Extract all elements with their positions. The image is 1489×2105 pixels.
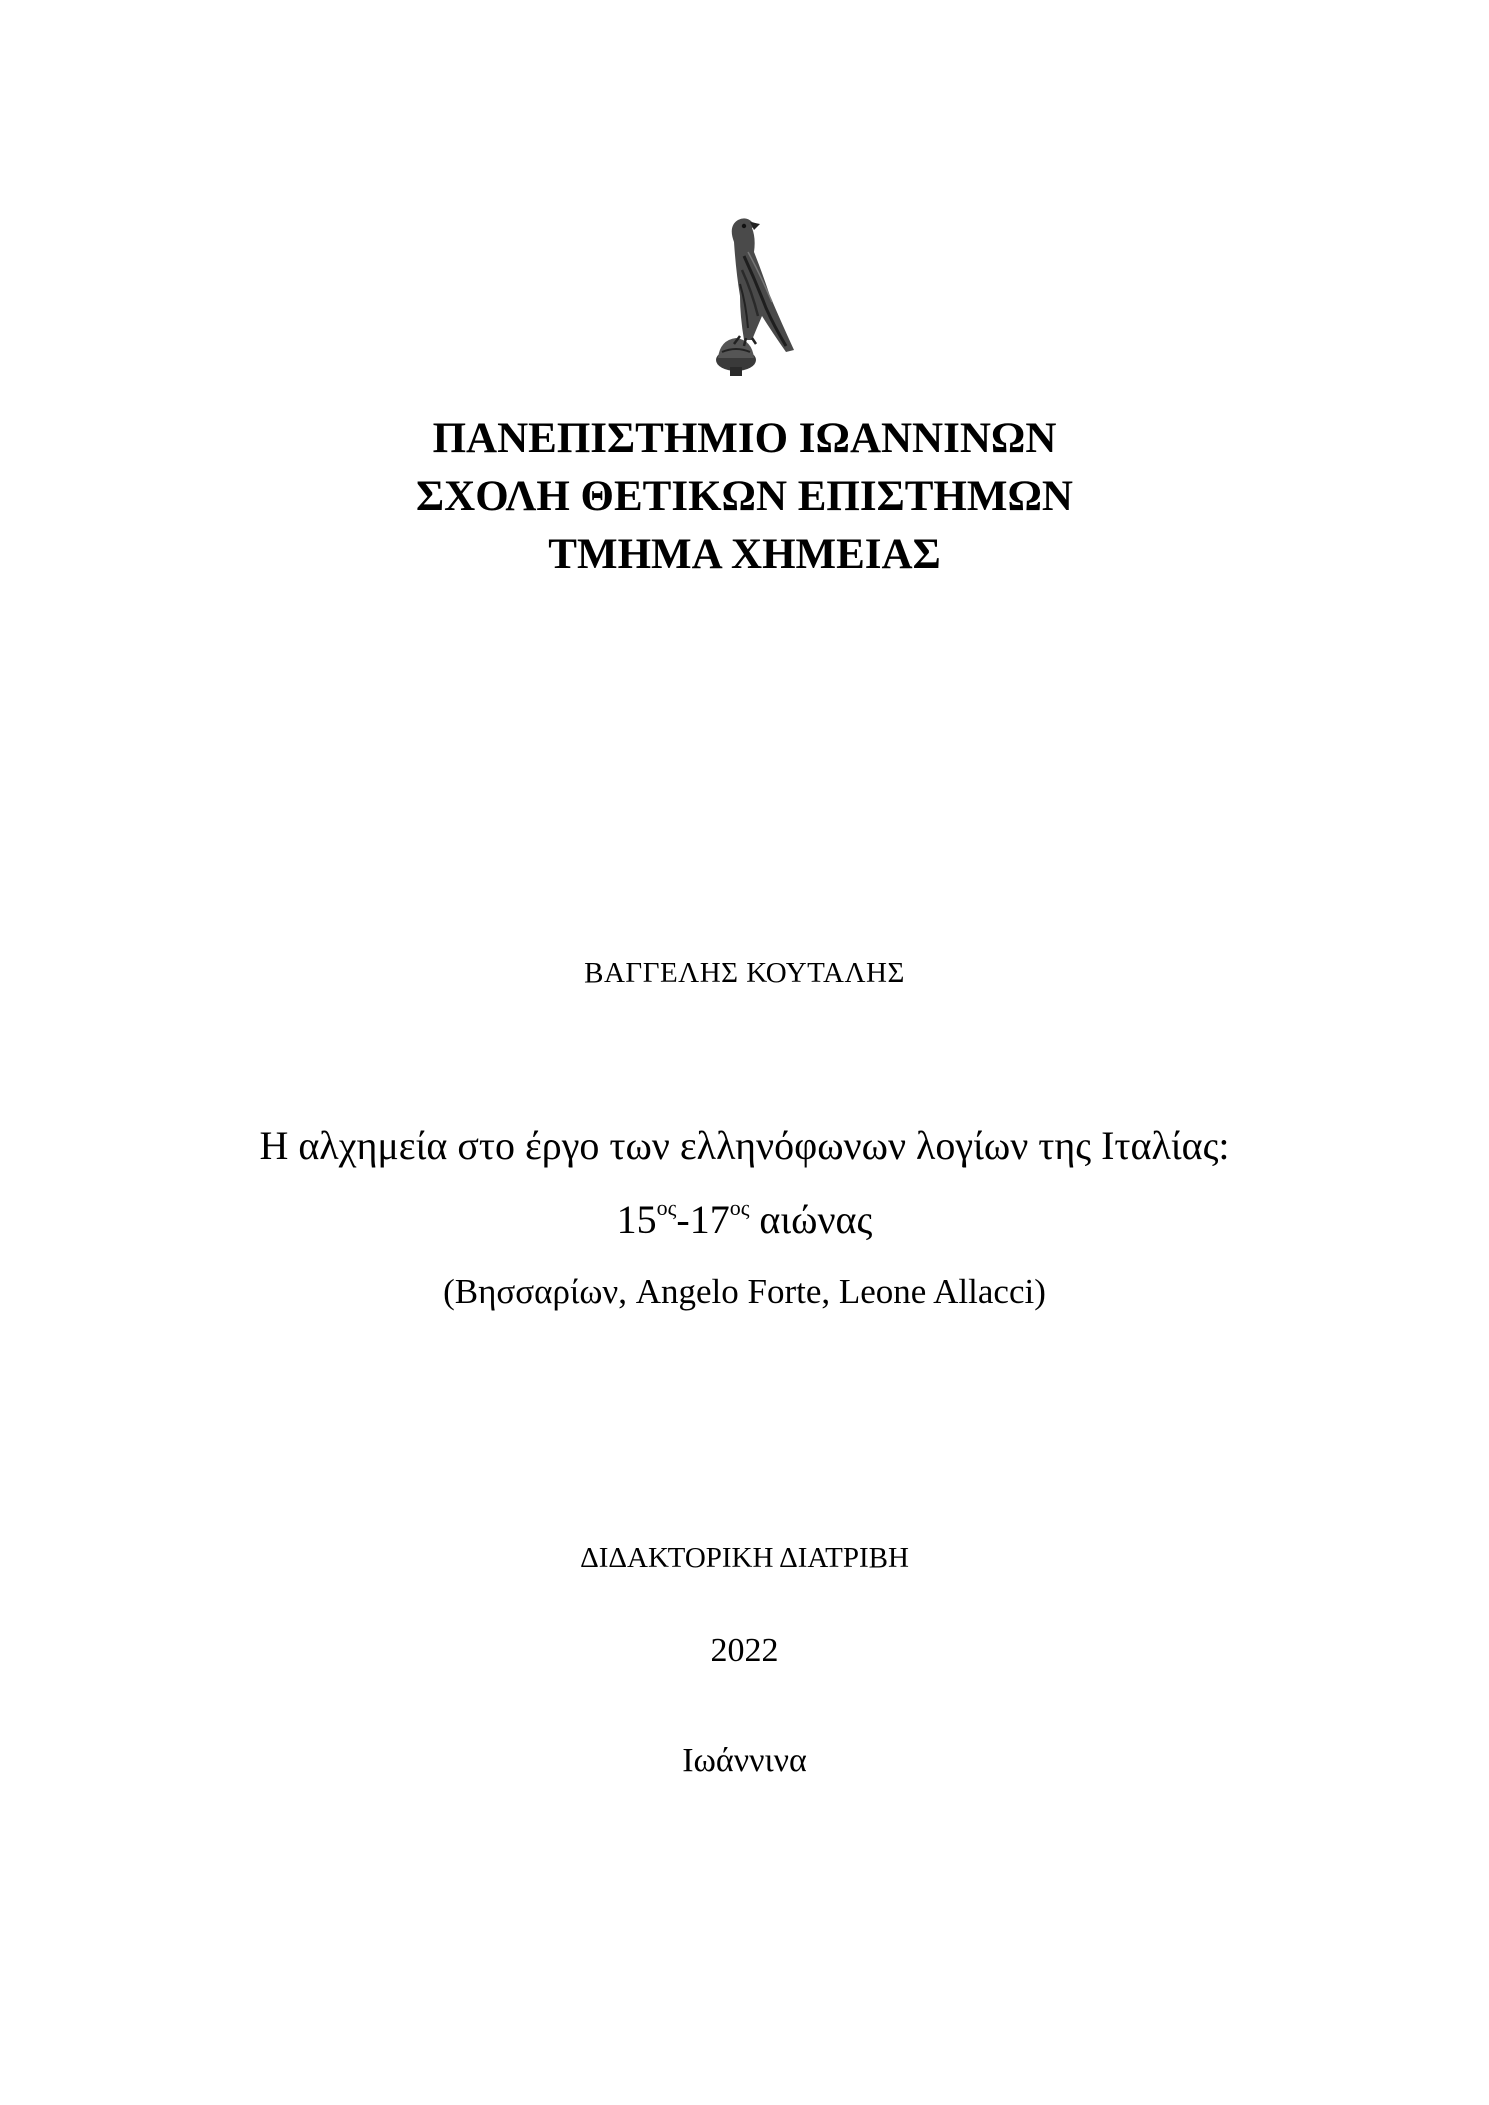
year: 2022	[710, 1632, 779, 1669]
eagle-on-helmet-emblem-icon	[700, 212, 820, 378]
university-name: ΠΑΝΕΠΙΣΤΗΜΙΟ ΙΩΑΝΝΙΝΩΝ	[432, 415, 1057, 462]
institution-heading	[0, 410, 1489, 584]
century-end: 17	[689, 1197, 730, 1242]
century-separator: -	[676, 1197, 690, 1242]
department-name: ΤΜΗΜΑ ΧΗΜΕΙΑΣ	[548, 531, 941, 578]
school-name: ΣΧΟΛΗ ΘΕΤΙΚΩΝ ΕΠΙΣΤΗΜΩΝ	[416, 473, 1073, 520]
thesis-title: Η αλχημεία στο έργο των ελληνόφωνων λογίων της Ιταλίας:	[259, 1123, 1230, 1168]
century-start-suffix: ος	[656, 1195, 677, 1220]
author-name: ΒΑΓΓΕΛΗΣ ΚΟΥΤΑΛΗΣ	[584, 957, 905, 989]
century-word: αιώνας	[759, 1197, 873, 1242]
city: Ιωάννινα	[682, 1742, 807, 1779]
century-start: 15	[616, 1197, 657, 1242]
thesis-centuries	[0, 1192, 1489, 1248]
thesis-subtitle: (Βησσαρίων, Angelo Forte, Leone Allacci)	[443, 1272, 1046, 1311]
century-end-suffix: ος	[729, 1195, 750, 1220]
document-type: ΔΙΔΑΚΤΟΡΙΚΗ ΔΙΑΤΡΙΒΗ	[580, 1542, 909, 1574]
